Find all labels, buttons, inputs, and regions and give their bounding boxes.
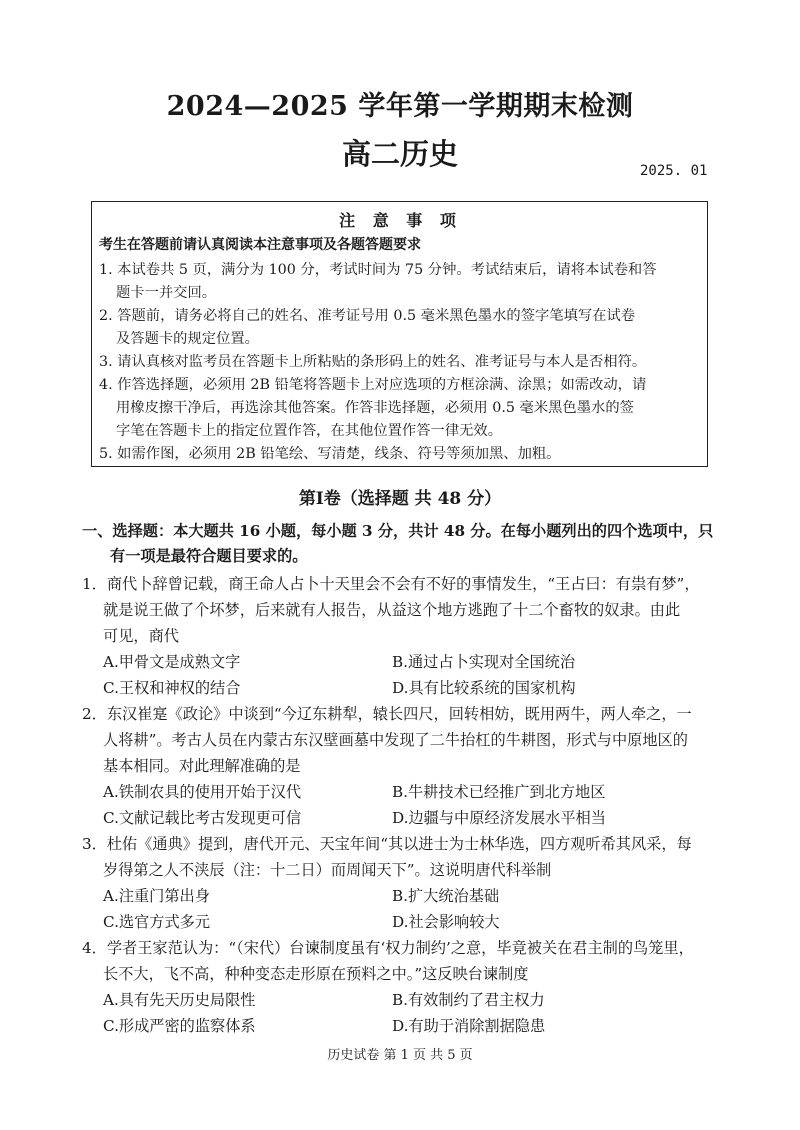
question-stem-line: 3．杜佑《通典》提到，唐代开元、天宝年间“其以进士为士林华选，四方观听希其风采，每 <box>82 835 692 853</box>
notice-box <box>91 201 708 467</box>
option-b[interactable]: B.通过占卜实现对全国统治 <box>392 653 576 671</box>
notice-line: 2. 答题前，请务必将自己的姓名、准考证号用 0.5 毫米黑色墨水的签字笔填写在试卷 <box>99 308 636 324</box>
section-instruction: 有一项是最符合题目要求的。 <box>110 547 308 565</box>
section-instruction: 一、选择题：本大题共 16 小题，每小题 3 分，共计 48 分。在每小题列出的四个选项中，只 <box>82 522 714 540</box>
question-stem-line: 可见，商代 <box>103 627 179 645</box>
question-stem-line: 岁得第之人不浃辰（注：十二日）而周闻天下”。这说明唐代科举制 <box>103 861 552 879</box>
notice-line: 4. 作答选择题，必须用 2B 铅笔将答题卡上对应选项的方框涂满、涂黑；如需改动，请 <box>99 377 647 393</box>
option-d[interactable]: D.社会影响较大 <box>392 913 500 931</box>
option-a[interactable]: A.甲骨文是成熟文字 <box>103 653 241 671</box>
option-c[interactable]: C.形成严密的监察体系 <box>103 1017 256 1035</box>
notice-line: 用橡皮擦干净后，再选涂其他答案。作答非选择题，必须用 0.5 毫米黑色墨水的签 <box>116 400 634 416</box>
exam-title: 2024—2025 学年第一学期期末检测 <box>166 91 634 122</box>
page-footer: 历史试卷 第 1 页 共 5 页 <box>327 1048 473 1063</box>
question-stem-line: 就是说王做了个坏梦，后来就有人报告，从益这个地方逃跑了十二个畜牧的奴隶。由此 <box>103 601 681 619</box>
option-d[interactable]: D.有助于消除割据隐患 <box>392 1017 546 1035</box>
question-stem-line: 1．商代卜辞曾记载，商王命人占卜十天里会不会有不好的事情发生，“王占曰：有祟有梦”， <box>82 575 700 593</box>
option-d[interactable]: D.边疆与中原经济发展水平相当 <box>392 809 606 827</box>
option-a[interactable]: A.注重门第出身 <box>103 887 210 905</box>
exam-subject: 高二历史 <box>341 137 458 171</box>
exam-date: 2025. 01 <box>640 163 708 179</box>
notice-line: 及答题卡的规定位置。 <box>116 331 259 347</box>
notice-line: 字笔在答题卡上的指定位置作答，在其他位置作答一律无效。 <box>116 423 503 439</box>
question-stem-line: 人将耕”。考古人员在内蒙古东汉壁画墓中发现了二牛抬杠的牛耕图，形式与中原地区的 <box>103 731 688 749</box>
option-d[interactable]: D.具有比较系统的国家机构 <box>392 679 576 697</box>
option-c[interactable]: C.文献记载比考古发现更可信 <box>103 809 302 827</box>
notice-line: 5. 如需作图，必须用 2B 铅笔绘、写清楚，线条、符号等须加黑、加粗。 <box>99 446 561 462</box>
option-b[interactable]: B.牛耕技术已经推广到北方地区 <box>392 783 606 801</box>
question-stem-line: 基本相同。对此理解准确的是 <box>103 757 301 775</box>
option-a[interactable]: A.具有先天历史局限性 <box>103 991 256 1009</box>
option-b[interactable]: B.扩大统治基础 <box>392 887 500 905</box>
notice-subtitle: 考生在答题前请认真阅读本注意事项及各题答题要求 <box>99 237 421 253</box>
question-stem-line: 长不大，飞不高，种种变态走形原在预料之中。”这反映台谏制度 <box>103 965 529 983</box>
option-b[interactable]: B.有效制约了君主权力 <box>392 991 545 1009</box>
notice-title: 注 意 事 项 <box>339 211 462 230</box>
option-a[interactable]: A.铁制农具的使用开始于汉代 <box>103 783 302 801</box>
question-stem-line: 2．东汉崔寔《政论》中谈到“今辽东耕犁，辕长四尺，回转相妨，既用两牛，两人牵之，一 <box>82 705 692 723</box>
section-title: 第Ⅰ卷（选择题 共 48 分） <box>298 489 502 509</box>
question-stem-line: 4．学者王家范认为：“（宋代）台谏制度虽有‘权力制约’之意，毕竟被关在君主制的鸟笼里， <box>82 939 694 957</box>
notice-line: 1. 本试卷共 5 页，满分为 100 分，考试时间为 75 分钟。考试结束后，请将本试卷和答 <box>99 262 657 278</box>
option-c[interactable]: C.选官方式多元 <box>103 913 211 931</box>
notice-line: 3. 请认真核对监考员在答题卡上所粘贴的条形码上的姓名、准考证号与本人是否相符。 <box>99 354 647 370</box>
option-c[interactable]: C.王权和神权的结合 <box>103 679 241 697</box>
notice-line: 题卡一并交回。 <box>116 285 217 301</box>
